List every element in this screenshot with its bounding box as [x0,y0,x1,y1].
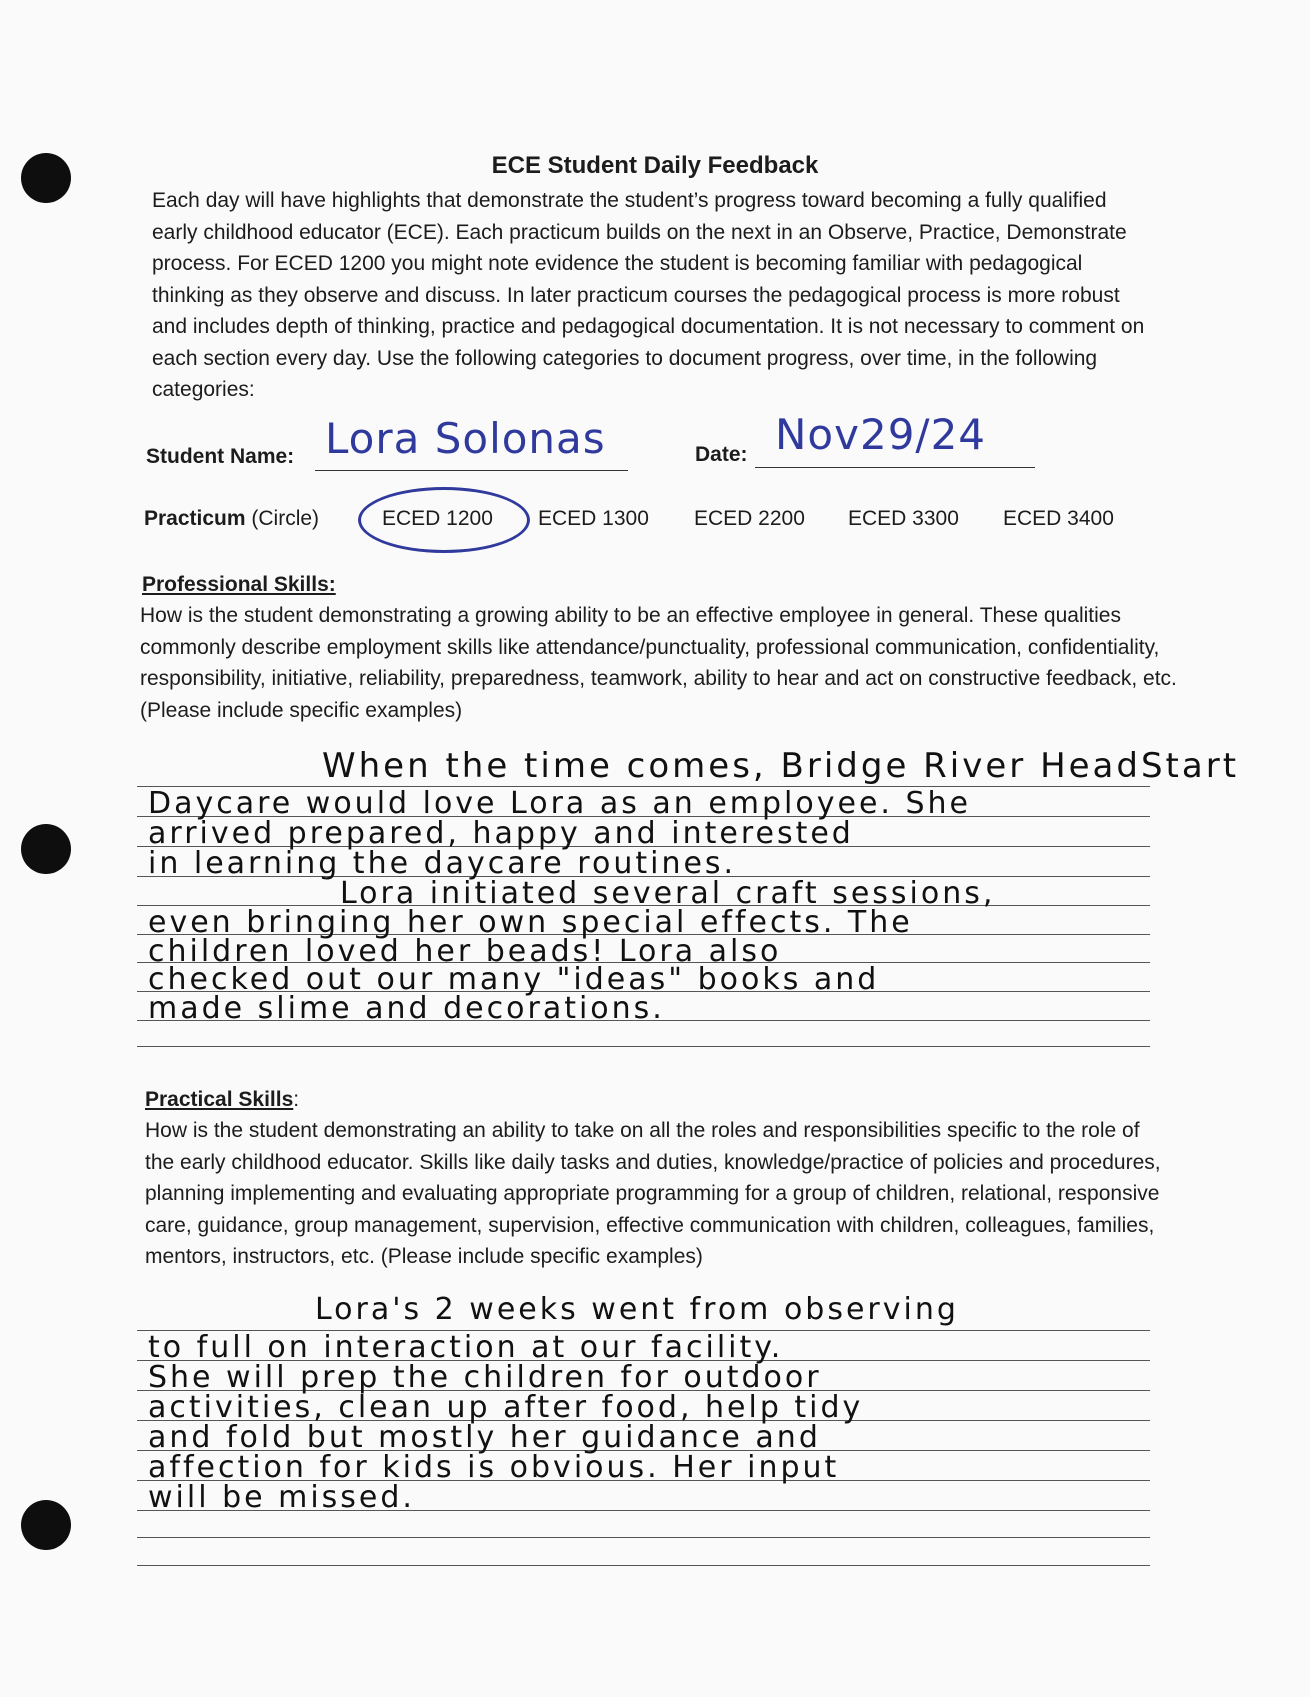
handwritten-line: even bringing her own special effects. The [148,905,913,940]
professional-skills-heading: Professional Skills: [142,573,336,596]
binder-hole-middle [21,824,71,874]
date-line [755,467,1035,468]
response-rule [137,1537,1150,1538]
date-label: Date: [695,443,748,466]
form-title: ECE Student Daily Feedback [491,152,819,179]
handwritten-line: activities, clean up after food, help tidy [148,1390,864,1425]
handwritten-line: arrived prepared, happy and interested [148,816,854,851]
response-rule [137,1565,1150,1566]
date-value[interactable]: Nov29/24 [775,410,987,459]
practical-skills-description: How is the student demonstrating an ability to take on all the roles and responsibilities specific to the role of the early childhood educator. Skills like daily tasks and duties, knowledge/practice of policies and procedures, planning implementing and evaluating appropriate programming for a group of children, relational, responsive care, guidance, group management, supervision, effective communication with children, colleagues, families, mentors, instructors, etc. (Please include specific examples) [145,1119,1161,1268]
handwritten-line: in learning the daycare routines. [148,846,737,881]
handwritten-line: She will prep the children for outdoor [148,1360,822,1395]
practicum-option-eced-3300[interactable]: ECED 3300 [848,507,959,530]
practicum-option-eced-1200[interactable]: ECED 1200 [382,507,493,530]
handwritten-line: made slime and decorations. [148,991,665,1026]
handwritten-line: Lora's 2 weeks went from observing [315,1292,959,1327]
handwritten-line: and fold but mostly her guidance and [148,1420,821,1455]
student-name-line [315,470,628,471]
handwritten-line: affection for kids is obvious. Her input [148,1450,840,1485]
practicum-hint: (Circle) [251,507,320,530]
student-name-label: Student Name: [146,445,295,468]
handwritten-line: Lora initiated several craft sessions, [340,876,996,911]
student-name-value[interactable]: Lora Solonas [325,414,606,463]
handwritten-line: checked out our many "ideas" books and [148,962,880,997]
practicum-option-eced-1300[interactable]: ECED 1300 [538,507,649,530]
practicum-option-eced-2200[interactable]: ECED 2200 [694,507,805,530]
practical-skills-heading: Practical Skills [145,1088,294,1111]
handwritten-line: will be missed. [148,1480,415,1515]
binder-hole-bottom [21,1500,71,1550]
response-rule [137,1046,1150,1047]
handwritten-line: Daycare would love Lora as an employee. She [148,786,971,821]
practicum-label-group [144,507,319,531]
handwritten-line: to full on interaction at our facility. [148,1330,784,1365]
practical-skills-heading-colon: : [293,1088,300,1111]
form-intro: Each day will have highlights that demonstrate the student’s progress toward becoming a fully qualified early childhood educator (ECE). Each practicum builds on the next in an Observe, Practice, Demonstrate process. For ECED 1200 you might note evidence the student is becoming familiar with pedagogical thinking as they observe and discuss. In later practicum courses the pedagogical process is more robust and includes depth of thinking, practice and pedagogical documentation. It is not necessary to comment on each section every day. Use the following categories to document progress, over time, in the following categories: [152,189,1145,401]
practical-skills-heading-group [145,1088,299,1112]
handwritten-line: When the time comes, Bridge River HeadStart [322,746,1240,786]
practicum-label: Practicum [144,507,246,530]
professional-skills-description: How is the student demonstrating a growing ability to be an effective employee in general. These qualities commonly describe employment skills like attendance/punctuality, professional communication, confidentiality, responsibility, initiative, reliability, preparedness, teamwork, ability to hear and act on constructive feedback, etc. (Please include specific examples) [140,604,1177,722]
handwritten-line: children loved her beads! Lora also [148,934,782,969]
practicum-option-eced-3400[interactable]: ECED 3400 [1003,507,1114,530]
